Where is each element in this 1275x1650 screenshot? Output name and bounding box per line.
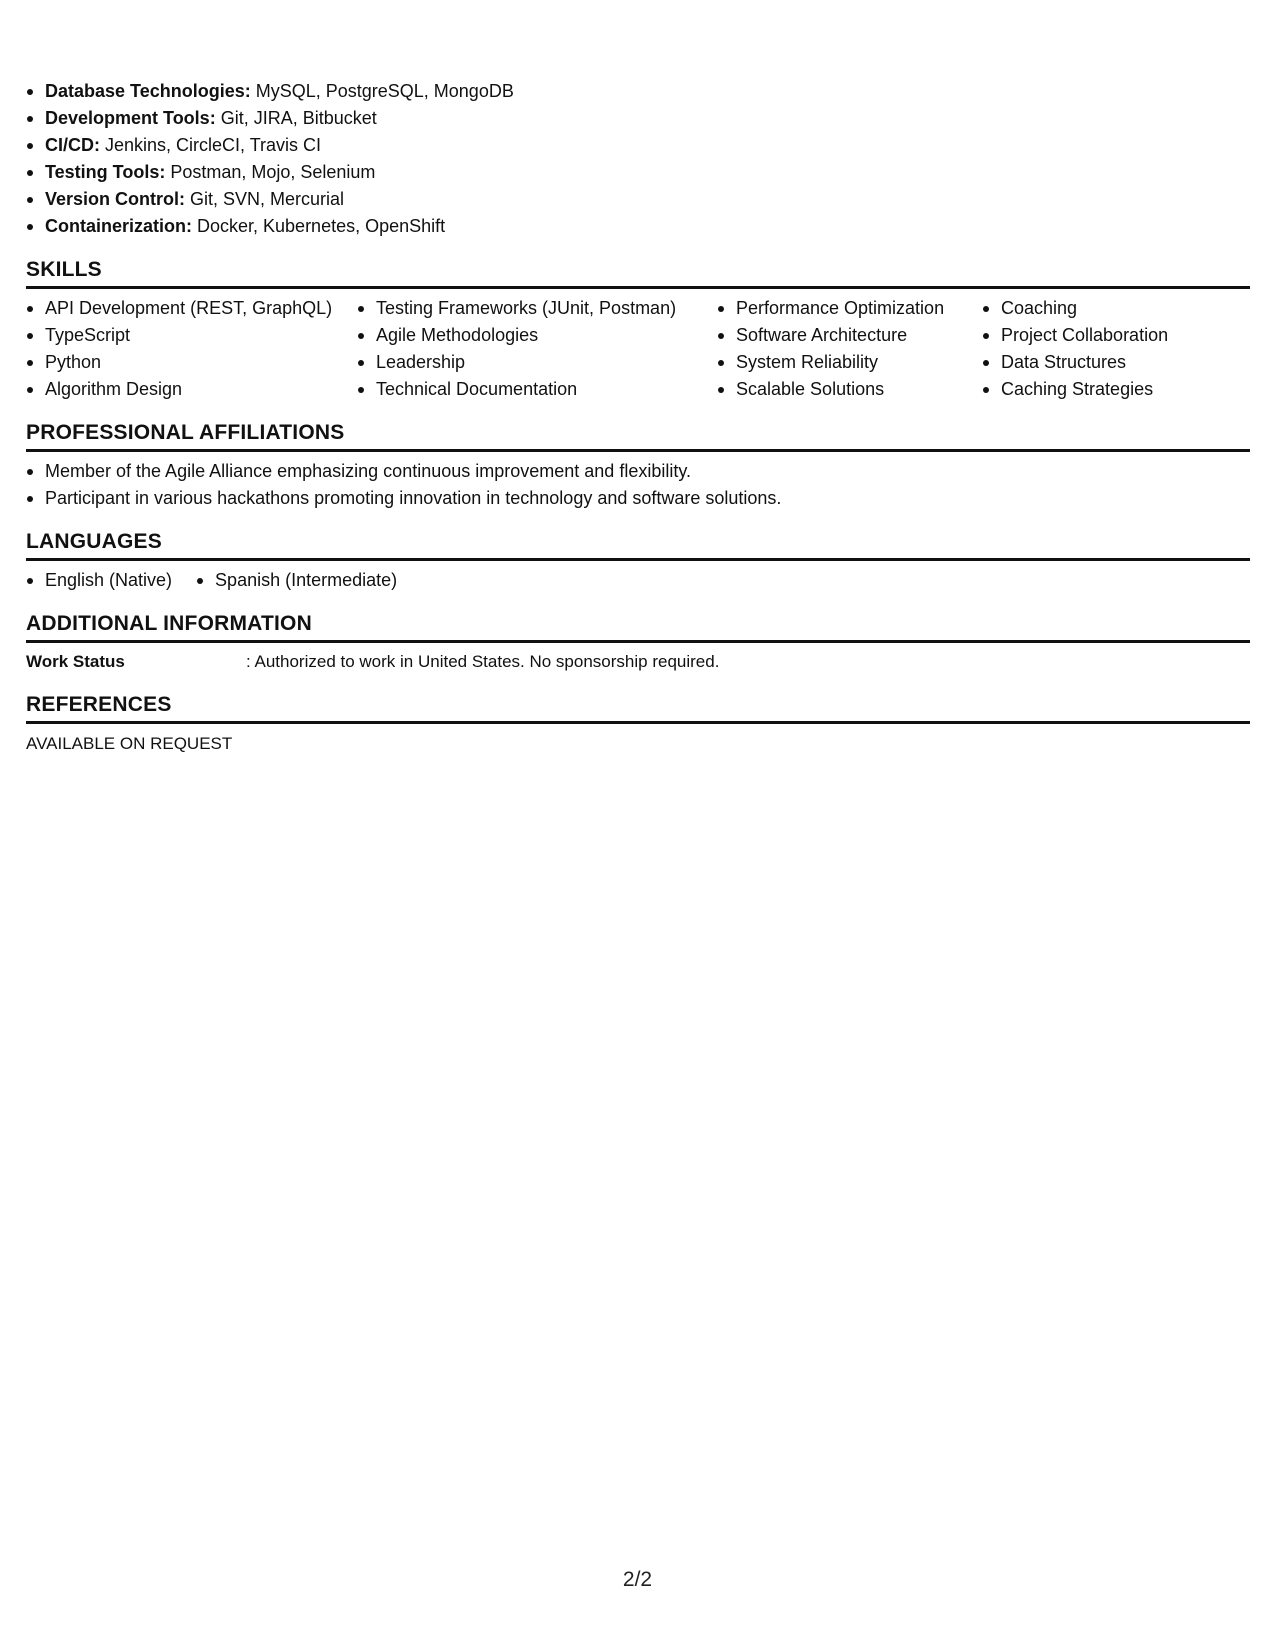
tools-list [26,78,1250,240]
list-item [26,78,1250,105]
affiliations-section [26,420,1250,512]
section-title-additional-info: ADDITIONAL INFORMATION [26,611,1250,643]
tool-category-label: Database Technologies: [45,81,251,101]
skills-column-1 [26,295,357,403]
tool-category-value: Docker, Kubernetes, OpenShift [192,216,446,236]
tool-category-label: Testing Tools: [45,162,166,182]
list-item [26,132,1250,159]
list-item [26,159,1250,186]
resume-page [26,78,1250,757]
tool-category-value: Jenkins, CircleCI, Travis CI [100,135,322,155]
language-item: English (Native) [26,567,172,594]
affiliations-list [26,458,1250,512]
work-status-row [26,649,1250,675]
affiliations-body [26,452,1250,512]
tool-category-value: MySQL, PostgreSQL, MongoDB [250,81,514,101]
skill-item: Technical Documentation [357,376,717,403]
list-item [26,105,1250,132]
languages-body [26,561,1250,594]
additional-info-body [26,643,1250,675]
references-body [26,724,1250,757]
tool-category-label: Development Tools: [45,108,216,128]
skills-column-4 [982,295,1242,403]
tool-category-label: Version Control: [45,189,186,209]
skill-item: Project Collaboration [982,322,1242,349]
section-title-affiliations: PROFESSIONAL AFFILIATIONS [26,420,1250,452]
page-number: 2/2 [622,1568,653,1591]
tool-category-label: CI/CD: [45,135,100,155]
skills-column-3 [717,295,982,403]
skill-item: Algorithm Design [26,376,357,403]
skill-item: Performance Optimization [717,295,982,322]
skill-item: Data Structures [982,349,1242,376]
tool-category-value: Postman, Mojo, Selenium [165,162,376,182]
section-title-references: REFERENCES [26,692,1250,724]
skill-item: Python [26,349,357,376]
tool-category-label: Containerization: [45,216,192,236]
references-section [26,692,1250,757]
skill-item: Caching Strategies [982,376,1242,403]
section-title-languages: LANGUAGES [26,529,1250,561]
skill-item: Leadership [357,349,717,376]
skill-item: TypeScript [26,322,357,349]
skill-item: Software Architecture [717,322,982,349]
language-item: Spanish (Intermediate) [196,567,397,594]
list-item [26,186,1250,213]
tool-category-value: Git, JIRA, Bitbucket [215,108,377,128]
skill-item: Coaching [982,295,1242,322]
skill-item: Agile Methodologies [357,322,717,349]
section-title-skills: SKILLS [26,257,1250,289]
affiliation-item: Participant in various hackathons promoting innovation in technology and software solutions. [26,485,1250,512]
work-status-value: : Authorized to work in United States. No sponsorship required. [246,652,720,671]
references-text: AVAILABLE ON REQUEST [26,734,233,753]
tool-category-value: Git, SVN, Mercurial [185,189,345,209]
additional-info-section [26,611,1250,675]
languages-list [26,567,1250,594]
affiliation-item: Member of the Agile Alliance emphasizing continuous improvement and flexibility. [26,458,1250,485]
list-item [26,213,1250,240]
languages-section [26,529,1250,594]
skills-column-2 [357,295,717,403]
work-status-label: Work Status [26,652,125,671]
skills-grid [26,289,1250,403]
skills-section [26,257,1250,403]
skill-item: System Reliability [717,349,982,376]
skill-item: Scalable Solutions [717,376,982,403]
skill-item: Testing Frameworks (JUnit, Postman) [357,295,717,322]
skill-item: API Development (REST, GraphQL) [26,295,357,322]
